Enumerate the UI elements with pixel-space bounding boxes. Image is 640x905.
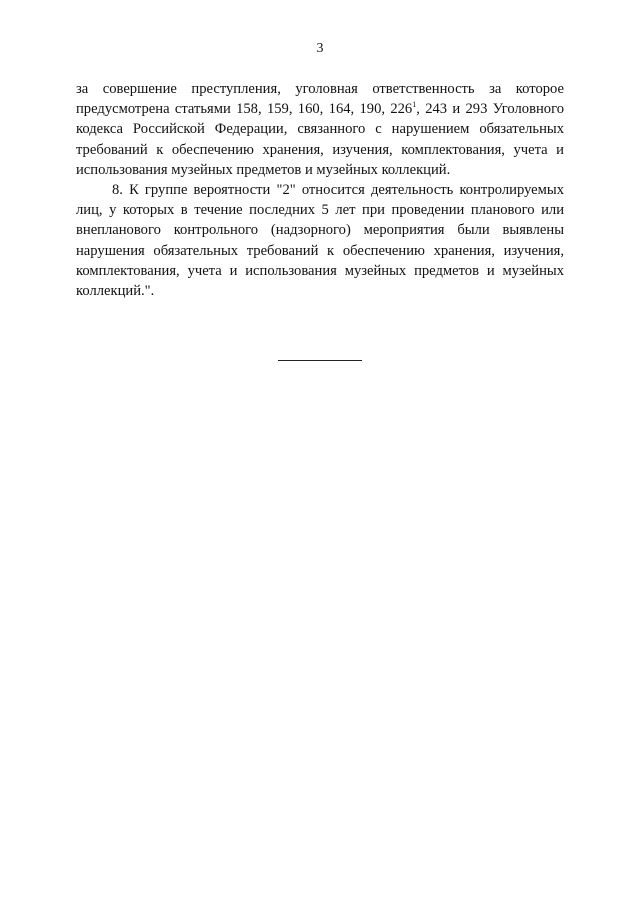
paragraph-text-part-1: за совершение преступления, уголовная ответственность за которое предусмотрена статьями 158, 159, 160, 164, 190, 226	[76, 81, 564, 118]
superscript-article-index: 1	[412, 100, 417, 110]
paragraph-item-8: 8. К группе вероятности "2" относится деятельность контролируемых лиц, у которых в течение последних 5 лет при проведении планового или внепланового контрольного (надзорного) мероприятия были выявлены нарушения обязательных требований к обеспечению хранения, изучения, комплектования, учета и использования музейных предметов и музейных коллекций.".	[76, 182, 564, 300]
paragraph-continued	[76, 79, 564, 180]
paragraph-text-part-2: , 243 и 293 Уголовного кодекса Российской Федерации, связанного с нарушением обязательных требований к обеспечению хранения, изучения, комплектования, учета и использования музейных предметов и музейных коллекций.	[76, 101, 564, 178]
document-body	[76, 79, 564, 301]
end-of-text-rule	[278, 360, 362, 361]
page-number: 3	[316, 41, 324, 56]
